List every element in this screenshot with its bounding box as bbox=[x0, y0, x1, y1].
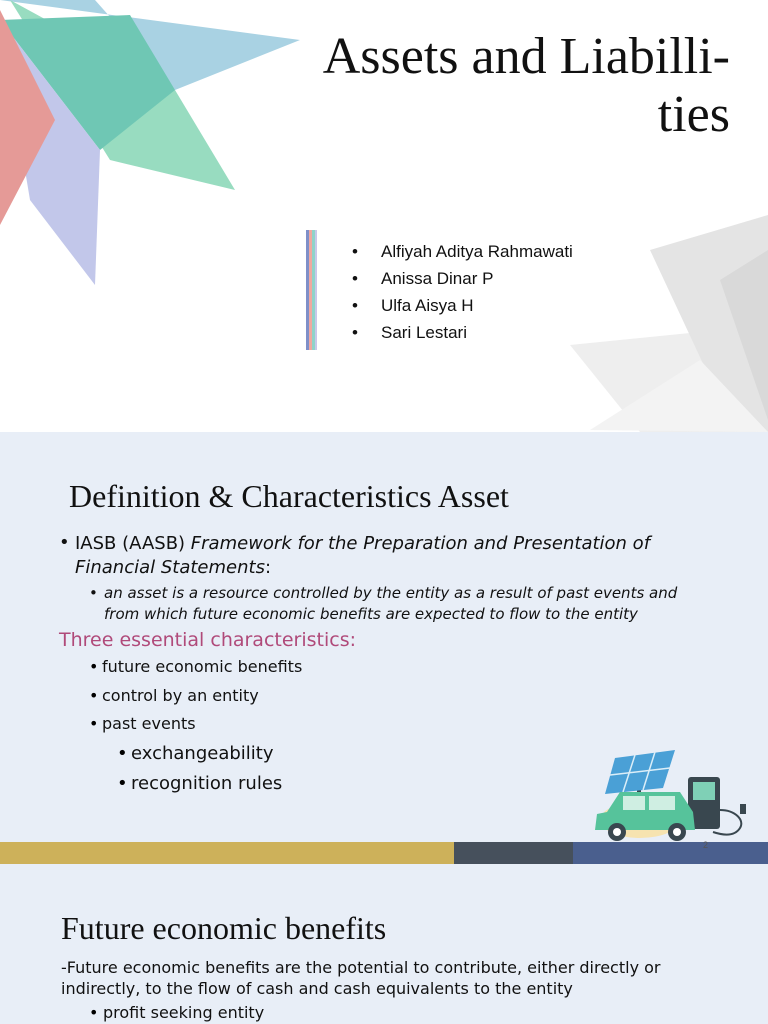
characteristics-heading: Three essential characteristics: bbox=[59, 629, 357, 651]
definition-line-1: an asset is a resource controlled by the entity as a result of past events and bbox=[104, 584, 678, 602]
title-line-2: ties bbox=[657, 86, 730, 143]
author-item: • Alfiyah Aditya Rahmawati bbox=[352, 238, 573, 265]
bullet-icon: • bbox=[89, 714, 99, 733]
definition-slide bbox=[0, 432, 768, 866]
bullet-icon: • bbox=[89, 584, 98, 602]
sub-item: exchangeability bbox=[131, 743, 274, 764]
page-number: 2 bbox=[702, 840, 708, 850]
paragraph-line-2: indirectly, to the flow of cash and cash equivalents to the entity bbox=[61, 979, 573, 998]
characteristic-item: control by an entity bbox=[102, 686, 259, 705]
slide-heading: Future economic benefits bbox=[61, 910, 387, 946]
bullet-icon: • bbox=[59, 532, 70, 553]
decorative-color-band bbox=[0, 842, 768, 864]
iasb-prefix: IASB (AASB) bbox=[75, 533, 191, 554]
paragraph-line-1: -Future economic benefits are the potential to contribute, either directly or bbox=[61, 958, 661, 977]
bullet-icon: • bbox=[117, 743, 128, 764]
iasb-reference bbox=[75, 532, 650, 580]
characteristic-item: past events bbox=[102, 714, 196, 733]
author-item: • Ulfa Aisya H bbox=[352, 292, 573, 319]
benefits-paragraph bbox=[61, 957, 660, 999]
benefit-item: profit seeking entity bbox=[103, 1003, 265, 1022]
asset-definition bbox=[104, 583, 677, 625]
author-item: • Sari Lestari bbox=[352, 319, 573, 346]
decorative-vertical-bar bbox=[306, 230, 317, 350]
presentation-title bbox=[250, 28, 730, 144]
bullet-icon: • bbox=[89, 1003, 99, 1022]
characteristic-item: future economic benefits bbox=[102, 657, 303, 676]
title-line-1: Assets and Liabilli- bbox=[322, 28, 730, 85]
framework-title-line-2: Financial Statements bbox=[75, 557, 265, 578]
definition-line-2: from which future economic benefits are expected to flow to the entity bbox=[104, 605, 638, 623]
bullet-icon: • bbox=[89, 657, 99, 676]
bullet-icon: • bbox=[117, 773, 128, 794]
iasb-colon: : bbox=[264, 557, 272, 578]
framework-title-line-1: Framework for the Preparation and Presentation of bbox=[190, 533, 651, 554]
title-slide bbox=[0, 0, 768, 432]
author-list bbox=[352, 238, 573, 346]
bullet-icon: • bbox=[89, 686, 99, 705]
author-item: • Anissa Dinar P bbox=[352, 265, 573, 292]
sub-item: recognition rules bbox=[131, 773, 283, 794]
electric-car-illustration bbox=[585, 750, 765, 845]
slide-heading: Definition & Characteristics Asset bbox=[69, 478, 509, 514]
future-benefits-slide bbox=[0, 866, 768, 1024]
